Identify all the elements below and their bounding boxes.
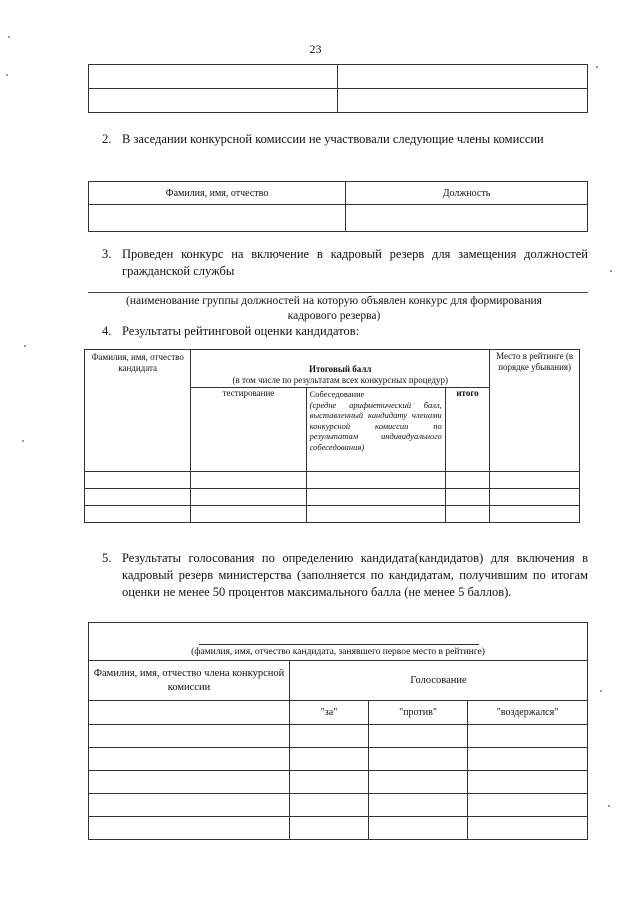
first-place-caption-cell bbox=[89, 623, 588, 661]
table-cell bbox=[468, 748, 588, 771]
table-cell bbox=[290, 817, 369, 840]
col-candidate-header: Фамилия, имя, отчество кандидата bbox=[85, 350, 191, 472]
table-cell bbox=[306, 489, 445, 506]
col-sum-header: итого bbox=[445, 388, 489, 472]
table-cell bbox=[306, 506, 445, 523]
table-cell bbox=[468, 725, 588, 748]
scan-speck bbox=[22, 440, 24, 442]
first-place-caption: (фамилия, имя, отчество кандидата, занявшего первое место в рейтинге) bbox=[191, 647, 485, 657]
continuation-table bbox=[88, 64, 588, 113]
table-cell bbox=[306, 472, 445, 489]
voting-table bbox=[88, 622, 588, 840]
page-number: 23 bbox=[309, 42, 322, 56]
table-cell bbox=[369, 748, 468, 771]
vote-abstain-header: "воздержался" bbox=[468, 701, 588, 725]
table-cell bbox=[490, 489, 580, 506]
table-cell bbox=[290, 748, 369, 771]
vote-for-header: "за" bbox=[290, 701, 369, 725]
table-cell bbox=[89, 748, 290, 771]
scan-speck bbox=[608, 805, 610, 807]
table-cell bbox=[89, 817, 290, 840]
table-cell bbox=[490, 472, 580, 489]
table-cell bbox=[85, 489, 191, 506]
table-cell bbox=[290, 771, 369, 794]
section-5 bbox=[102, 550, 588, 601]
section-4-number: 4. bbox=[102, 324, 112, 338]
table-cell bbox=[89, 771, 290, 794]
scan-speck bbox=[8, 36, 10, 38]
section-3 bbox=[102, 246, 588, 280]
section-2-number: 2. bbox=[102, 132, 112, 146]
col-fio-header: Фамилия, имя, отчество bbox=[89, 182, 346, 205]
table-cell bbox=[346, 205, 588, 232]
section-4-text: Результаты рейтинговой оценки кандидатов: bbox=[122, 324, 360, 338]
table-cell bbox=[290, 794, 369, 817]
col-position-header: Должность bbox=[346, 182, 588, 205]
table-cell bbox=[191, 472, 306, 489]
total-title: Итоговый балл bbox=[309, 364, 372, 374]
interview-label: Собеседование bbox=[309, 389, 365, 399]
position-group-caption: (наименование группы должностей на которую объявлен конкурс для формирования кадрового резерва) bbox=[126, 295, 542, 322]
scan-speck bbox=[6, 74, 8, 76]
absent-members-table bbox=[88, 181, 588, 232]
table-cell bbox=[89, 725, 290, 748]
section-5-text: Результаты голосования по определению кандидата(кандидатов) для включения в кадровый резерв министерства (заполняется по кандидатам, получившим по итогам оценки не менее 50 процентов максимального балла (не менее 5 баллов). bbox=[122, 551, 588, 599]
table-cell bbox=[369, 794, 468, 817]
first-place-line bbox=[199, 644, 479, 645]
table-cell bbox=[369, 771, 468, 794]
table-cell bbox=[89, 89, 338, 113]
table-cell bbox=[191, 506, 306, 523]
table-cell bbox=[89, 65, 338, 89]
section-2 bbox=[102, 131, 588, 148]
section-3-text: Проведен конкурс на включение в кадровый резерв для замещения должностей гражданской службы bbox=[122, 247, 588, 278]
table-cell bbox=[369, 817, 468, 840]
scan-speck bbox=[610, 270, 612, 272]
table-cell bbox=[468, 771, 588, 794]
table-cell bbox=[338, 89, 588, 113]
scan-speck bbox=[24, 345, 26, 347]
col-interview-header bbox=[306, 388, 445, 472]
scan-speck bbox=[600, 690, 602, 692]
total-subtitle: (в том числе по результатам всех конкурсных процедур) bbox=[232, 375, 448, 385]
col-total-header bbox=[191, 350, 490, 388]
table-cell bbox=[89, 794, 290, 817]
table-cell bbox=[85, 506, 191, 523]
position-group-line bbox=[88, 292, 588, 293]
section-2-text: В заседании конкурсной комиссии не участвовали следующие члены комиссии bbox=[122, 132, 544, 146]
table-cell bbox=[290, 725, 369, 748]
table-cell bbox=[89, 701, 290, 725]
col-rank-header: Место в рейтинге (в порядке убывания) bbox=[490, 350, 580, 472]
table-cell bbox=[468, 817, 588, 840]
table-cell bbox=[85, 472, 191, 489]
section-5-number: 5. bbox=[102, 551, 112, 565]
vote-against-header: "против" bbox=[369, 701, 468, 725]
table-cell bbox=[369, 725, 468, 748]
interview-note: (средне арифметический балл, выставленный кандидату членами конкурсной комиссии по результатам индивидуального собеседования) bbox=[309, 399, 442, 452]
table-cell bbox=[338, 65, 588, 89]
table-cell bbox=[468, 794, 588, 817]
col-voting-header: Голосование bbox=[290, 661, 588, 701]
scan-speck bbox=[596, 66, 598, 68]
section-4 bbox=[102, 323, 588, 340]
col-member-header: Фамилия, имя, отчество члена конкурсной комиссии bbox=[89, 661, 290, 701]
table-cell bbox=[490, 506, 580, 523]
table-cell bbox=[445, 472, 489, 489]
table-cell bbox=[445, 489, 489, 506]
col-testing-header: тестирование bbox=[191, 388, 306, 472]
table-cell bbox=[89, 205, 346, 232]
table-cell bbox=[445, 506, 489, 523]
section-3-number: 3. bbox=[102, 247, 112, 261]
rating-table bbox=[84, 349, 580, 523]
table-cell bbox=[191, 489, 306, 506]
